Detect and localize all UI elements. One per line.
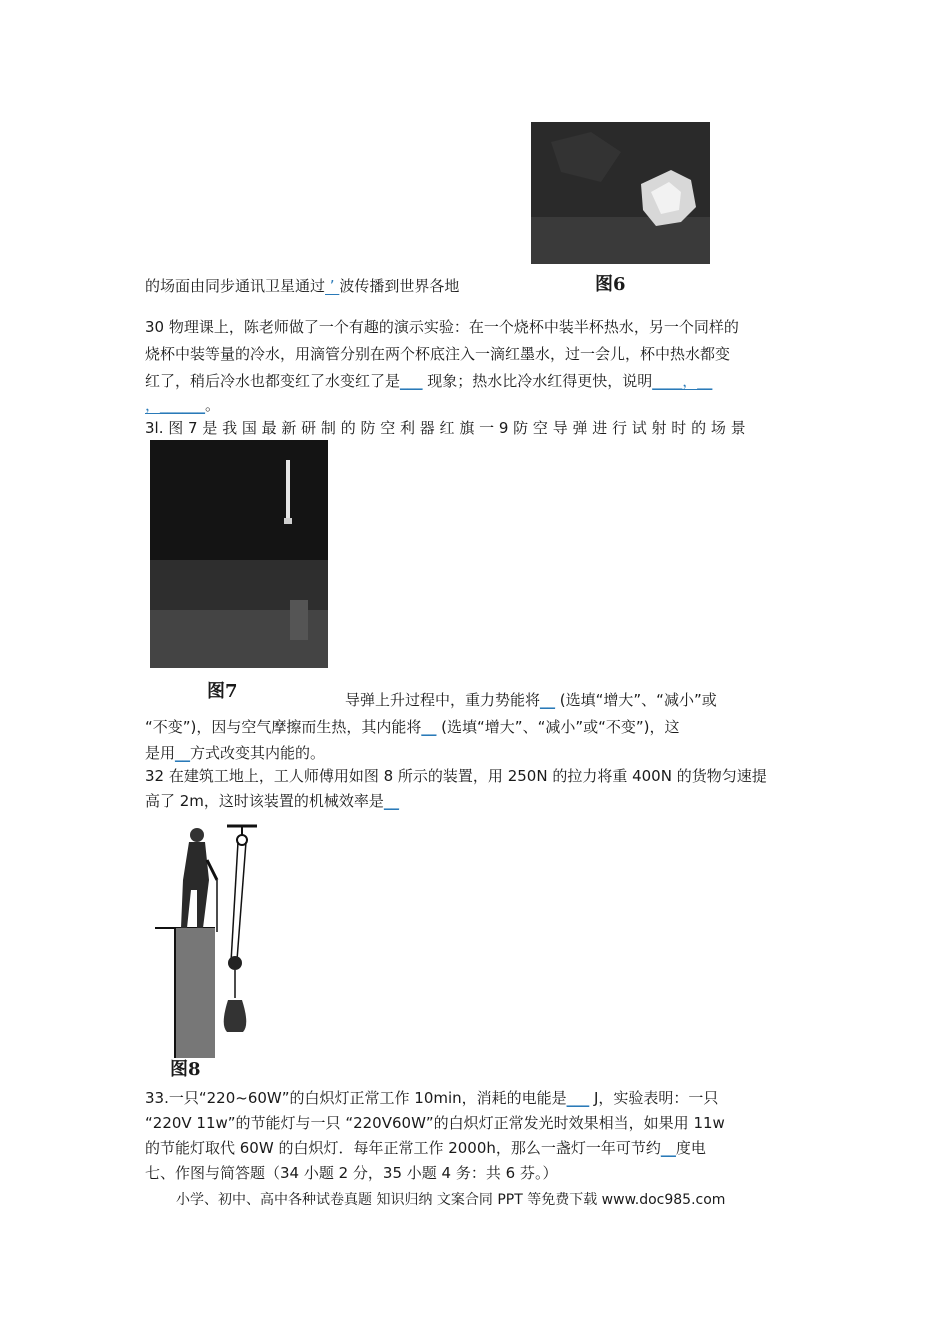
question-31-text-4b: 方式改变其内能的。	[190, 744, 326, 762]
question-30-text-2: 烧杯中装等量的冷水，用滴管分别在两个杯底注入一滴红墨水，过一会儿，杯中热水都变	[145, 345, 731, 363]
figure-6-photo	[531, 122, 710, 264]
question-29-line	[145, 276, 459, 296]
question-30-text-3: 红了，稍后冷水也都变红了水变红了是	[145, 372, 401, 390]
question-33-text-1: 33.一只“220~60W”的白炽灯正常工作 10min，消耗的电能是	[145, 1089, 567, 1107]
question-33-text-3: 的节能灯取代 60W 的白炽灯．每年正常工作 2000h，那么一盏灯一年可节约	[145, 1139, 661, 1157]
question-31-blank-3: __	[175, 744, 191, 762]
figure-7-image	[150, 440, 328, 668]
footer-download-note: 小学、初中、高中各种试卷真题 知识归纳 文案合同 PPT 等免费下载 www.doc985.com	[176, 1192, 726, 1208]
question-29-tail: 波传播到世界各地	[339, 277, 460, 295]
section-7-heading: 七、作图与简答题（34 小题 2 分，35 小题 4 务：共 6 芬。）	[145, 1164, 558, 1182]
figure-8-pulley-image	[145, 820, 265, 1080]
question-31-blank-2: __	[421, 718, 437, 736]
figure-7-photo	[150, 440, 328, 668]
figure-7-caption: 图7	[207, 681, 238, 702]
question-30-text-1: 30 物理课上，陈老师做了一个有趣的演示实验：在一个烧杯中装半杯热水，另一个同样的	[145, 318, 739, 336]
question-31-line-2	[345, 690, 717, 710]
question-30-line-2	[145, 344, 807, 364]
question-31-text-3b: (选填“增大”、“减小”或“不变”)，这	[436, 718, 680, 736]
question-30-text-3b: 现象；热水比冷水红得更快，说明	[422, 372, 653, 390]
figure-6-caption: 图6	[595, 274, 626, 295]
question-31-blank-1: __	[540, 691, 556, 709]
question-30-end: 。	[205, 396, 221, 414]
figure-8-caption: 图8	[170, 1059, 201, 1080]
figure-8-drawing	[145, 820, 265, 1080]
question-32-text-1: 32 在建筑工地上，工人师傅用如图 8 所示的装置，用 250N 的拉力将重 400N 的货物匀速提	[145, 767, 767, 785]
question-31-line-1	[145, 418, 746, 438]
question-30-line-4	[145, 395, 220, 415]
question-30-blank-3: ，______	[145, 396, 206, 414]
question-31-text-2: 导弹上升过程中，重力势能将	[345, 691, 541, 709]
question-33-text-3b: 度电	[675, 1139, 706, 1157]
question-30-blank-2: ____，__	[652, 372, 713, 390]
question-29-text: 的场面由同步通讯卫星通过	[145, 277, 326, 295]
question-33-text-2: “220V 11w”的节能灯与一只 “220V60W”的白炽灯正常发光时效果相当，如果用 11w	[145, 1114, 725, 1132]
question-32-line-1	[145, 766, 767, 786]
question-33-blank-2: __	[660, 1139, 676, 1157]
question-30-line-3	[145, 371, 712, 391]
question-31-text-4: 是用	[145, 744, 176, 762]
question-31-line-4	[145, 743, 325, 763]
question-31-text-3: “不变”)，因与空气摩擦而生热，其内能将	[145, 718, 422, 736]
figure-6-image	[531, 122, 710, 264]
question-33-line-1	[145, 1088, 718, 1108]
question-32-text-2: 高了 2m，这时该装置的机械效率是	[145, 792, 384, 810]
question-30-line-1	[145, 317, 807, 337]
question-33-text-1b: J，实验表明：一只	[589, 1089, 719, 1107]
question-33-line-2	[145, 1113, 725, 1133]
question-30-blank-1: ___	[400, 372, 423, 390]
question-31-line-3	[145, 717, 680, 737]
question-33-line-3	[145, 1138, 706, 1158]
question-32-line-2	[145, 791, 399, 811]
question-33-blank-1: ___	[566, 1089, 590, 1107]
question-32-blank: __	[383, 792, 399, 810]
question-31-text-2b: (选填“增大”、“减小”或	[555, 691, 717, 709]
question-31-text-1: 3l. 图 7 是 我 国 最 新 研 制 的 防 空 利 器 红 旗 一 9 防 空 导 弹 进 行 试 射 时 的 场 景	[145, 419, 746, 437]
question-29-blank: ’	[325, 277, 340, 295]
